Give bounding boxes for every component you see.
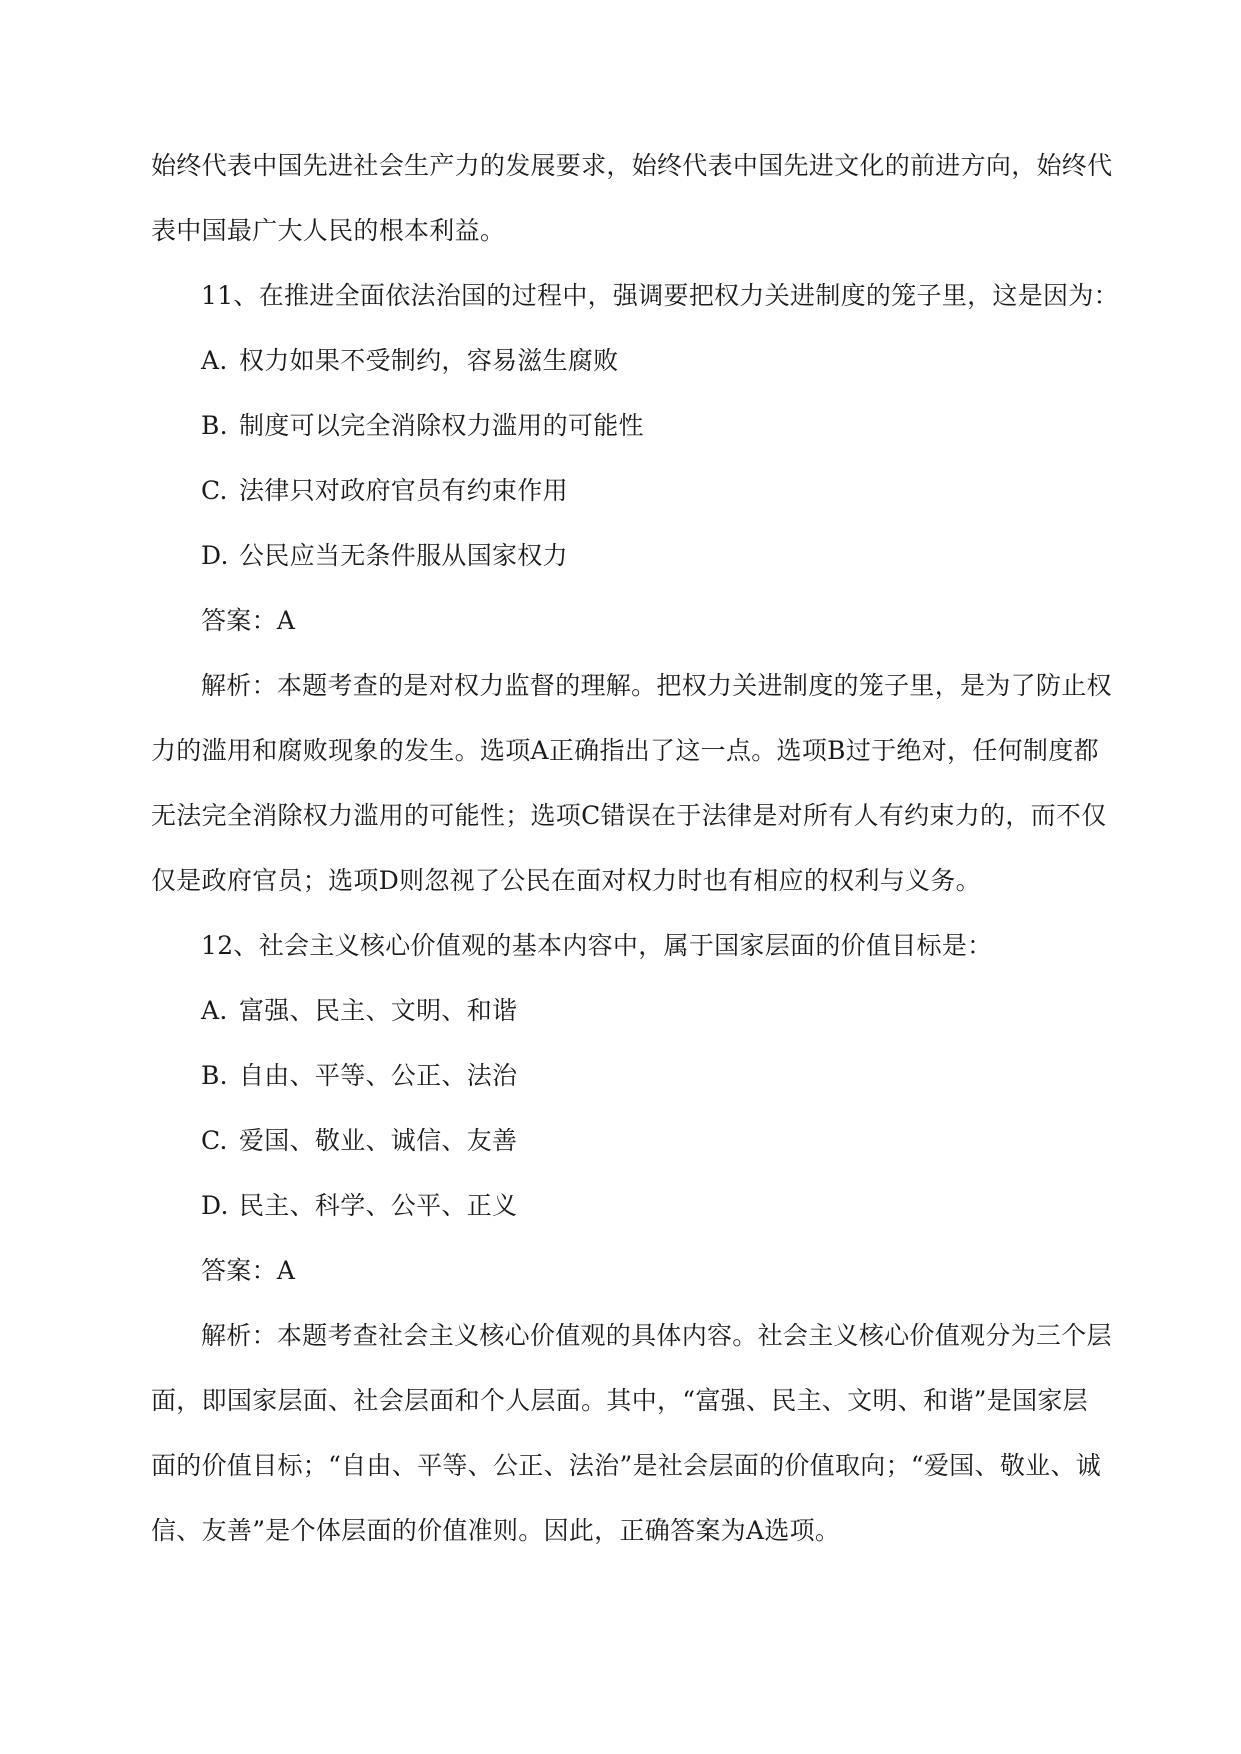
question-12-option-c [201,1125,517,1157]
intro-line-1: 始终代表中国先进社会生产力的发展要求，始终代表中国先进文化的前进方向，始终代 [151,151,1113,180]
question-11-analysis-line-2: 力的滥用和腐败现象的发生。选项A正确指出了这一点。选项B过于绝对，任何制度都 [151,736,1099,765]
question-11-analysis-line-4: 仅是政府官员；选项D则忽视了公民在面对权力时也有相应的权利与义务。 [151,866,981,895]
option-letter: D. [201,541,229,570]
option-text: 民主、科学、公平、正义 [239,1191,518,1220]
option-letter: A. [201,996,228,1025]
option-letter: B. [201,1061,228,1090]
question-12-analysis-line-4: 信、友善”是个体层面的价值准则。因此，正确答案为A选项。 [151,1516,841,1545]
question-12-option-b [201,1060,517,1092]
intro-line-2: 表中国最广大人民的根本利益。 [151,216,506,245]
option-text: 爱国、敬业、诚信、友善 [239,1126,518,1155]
question-12-analysis-line-2: 面，即国家层面、社会层面和个人层面。其中，“富强、民主、文明、和谐”是国家层 [151,1386,1088,1415]
question-12-analysis-line-1: 解析：本题考查社会主义核心价值观的具体内容。社会主义核心价值观分为三个层 [201,1321,1112,1350]
option-text: 制度可以完全消除权力滥用的可能性 [239,411,644,440]
question-11-answer: 答案：A [201,606,296,635]
option-letter: A. [201,346,228,375]
question-11-option-a [201,345,619,377]
option-text: 富强、民主、文明、和谐 [239,996,518,1025]
question-11-option-b [201,410,644,442]
question-11-analysis-line-1: 解析：本题考查的是对权力监督的理解。把权力关进制度的笼子里，是为了防止权 [201,671,1112,700]
question-12-analysis-line-3: 面的价值目标；“自由、平等、公正、法治”是社会层面的价值取向；“爱国、敬业、诚 [151,1451,1102,1480]
question-12-answer: 答案：A [201,1256,296,1285]
question-11-option-d [201,540,568,572]
question-12-option-a [201,995,517,1027]
option-letter: C. [201,1126,228,1155]
option-text: 法律只对政府官员有约束作用 [239,476,568,505]
option-text: 公民应当无条件服从国家权力 [239,541,568,570]
option-letter: D. [201,1191,229,1220]
question-11-option-c [201,475,568,507]
question-12-option-d [201,1190,517,1222]
option-text: 自由、平等、公正、法治 [239,1061,518,1090]
question-11-analysis-line-3: 无法完全消除权力滥用的可能性；选项C错误在于法律是对所有人有约束力的，而不仅 [151,801,1107,830]
question-11-stem: 11、在推进全面依法治国的过程中，强调要把权力关进制度的笼子里，这是因为： [201,281,1119,310]
option-letter: C. [201,476,228,505]
option-letter: B. [201,411,228,440]
question-12-stem: 12、社会主义核心价值观的基本内容中，属于国家层面的价值目标是： [201,931,993,960]
option-text: 权力如果不受制约，容易滋生腐败 [239,346,619,375]
